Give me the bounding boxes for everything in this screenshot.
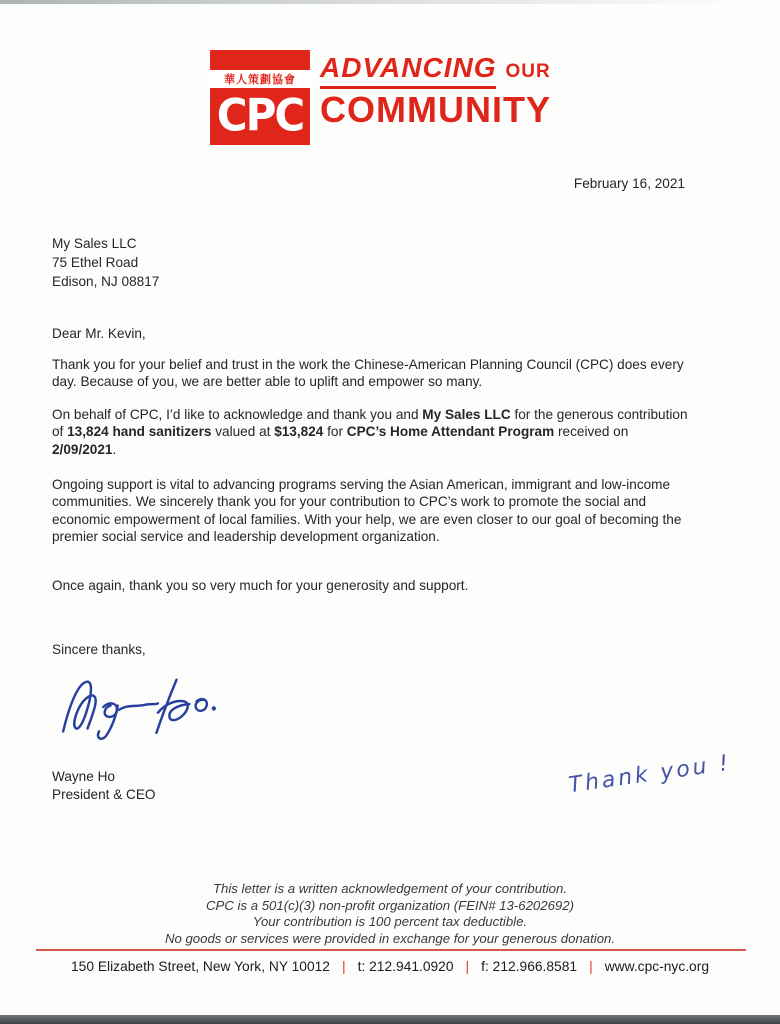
tagline-community: COMMUNITY <box>320 89 551 130</box>
closing-paragraph: Once again, thank you so very much for your generosity and support. <box>52 578 469 593</box>
body-paragraph-2: On behalf of CPC, I’d like to acknowledge and thank you and My Sales LLC for the generous contribution of 13,824 hand sanitizers valued at $13,824 for CPC’s Home Attendant Program received on 2/09/2021. <box>52 407 688 457</box>
signer-block <box>52 768 156 803</box>
tagline-advancing: ADVANCING <box>320 54 496 89</box>
body-paragraph-1: Thank you for your belief and trust in the work the Chinese-American Planning Council (CPC) does every day. Because of you, we are better able to uplift and empower so many. <box>52 357 684 390</box>
letter-date: February 16, 2021 <box>573 176 685 191</box>
footer-separator-1: | <box>341 958 346 974</box>
cpc-logo-header <box>210 50 551 145</box>
footer-phone: t: 212.941.0920 <box>357 958 454 974</box>
footer-note-2: CPC is a 501(c)(3) non-profit organization (FEIN# 13-6202692) <box>206 897 574 913</box>
footer-street-address: 150 Elizabeth Street, New York, NY 10012 <box>70 958 330 974</box>
footer-fax: f: 212.966.8581 <box>481 958 578 974</box>
footer-disclaimer-block <box>0 881 780 947</box>
footer-note-1: This letter is a written acknowledgement of your contribution. <box>212 881 568 896</box>
footer-separator-2: | <box>465 958 470 974</box>
cpc-logo-acronym: CPC <box>216 89 304 142</box>
footer-note-3: Your contribution is 100 percent tax deductible. <box>252 914 528 930</box>
cpc-logo <box>210 50 310 145</box>
body-paragraph-3: Ongoing support is vital to advancing programs serving the Asian American, immigrant and low-income communities. We sincerely thank you for your contribution to CPC’s work to promote the social and economic empowerment of local families. With your help, we are even closer to our goal of becoming the premier social service and leadership development organization. <box>52 477 682 545</box>
signoff: Sincere thanks, <box>52 642 146 657</box>
scan-artifact-top <box>0 0 780 4</box>
salutation: Dear Mr. Kevin, <box>52 326 146 341</box>
handwritten-signature <box>56 664 221 750</box>
footer-contact-bar <box>0 958 780 974</box>
cpc-tagline <box>320 50 551 128</box>
tagline-our: OUR <box>505 61 551 82</box>
footer-website: www.cpc-nyc.org <box>604 958 709 974</box>
recipient-address-block: My Sales LLC 75 Ethel Road Edison, NJ 08817 <box>52 236 160 289</box>
signer-name: Wayne Ho <box>52 769 115 784</box>
signer-title: President & CEO <box>52 786 156 802</box>
footer-note-4: No goods or services were provided in exchange for your generous donation. <box>164 930 616 946</box>
scan-artifact-bottom <box>0 1015 780 1024</box>
handwritten-thank-you-note: Thank you ! <box>567 750 733 799</box>
footer-separator-3: | <box>589 958 593 974</box>
tagline-line1 <box>320 54 551 89</box>
footer-divider-line <box>36 949 746 951</box>
cpc-logo-chinese-text: 華人策劃協會 <box>224 74 296 86</box>
